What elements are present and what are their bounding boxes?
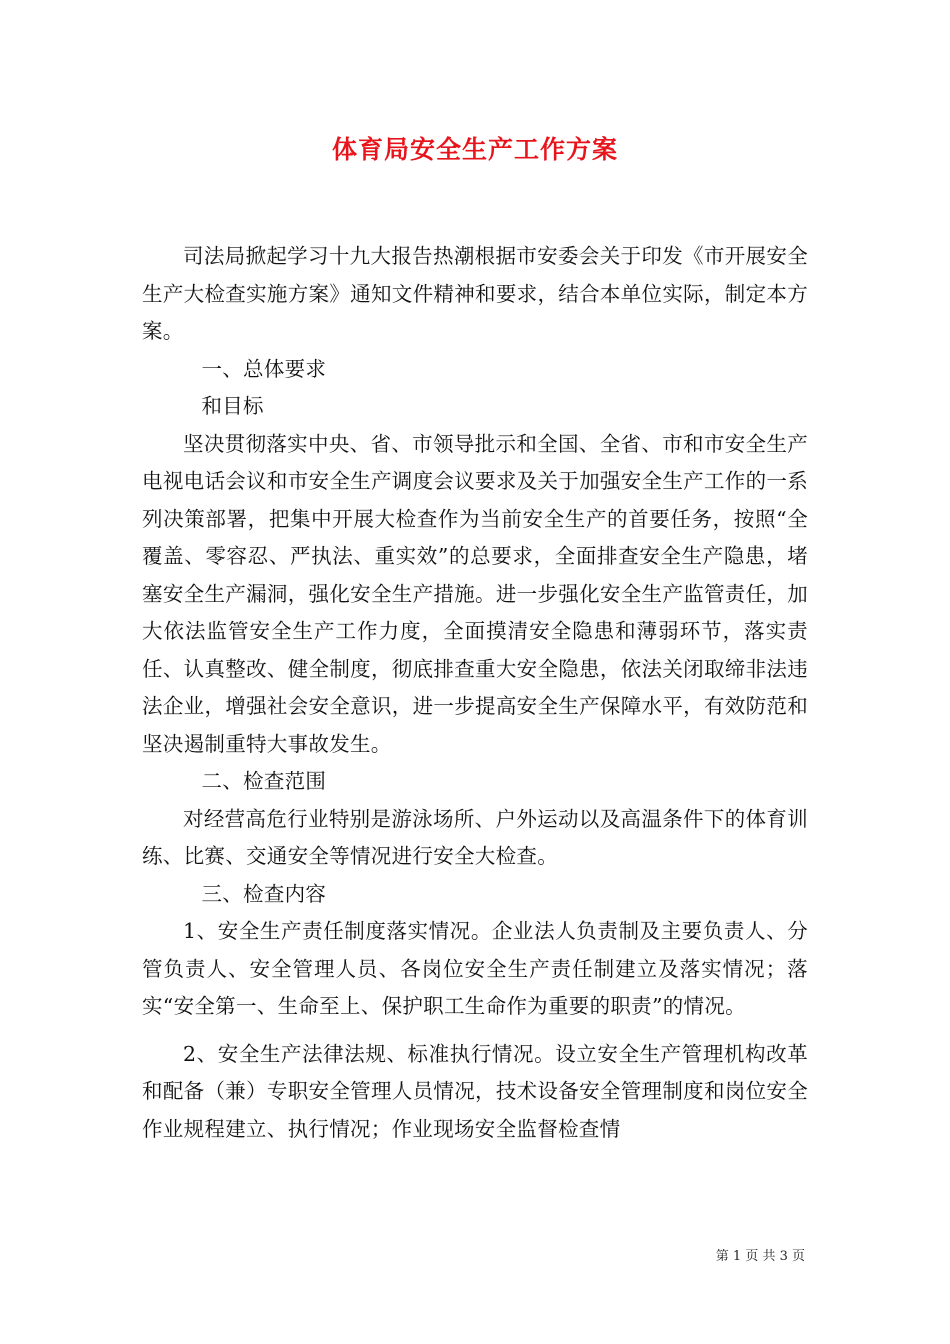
paragraph-requirements: 坚决贯彻落实中央、省、市领导批示和全国、全省、市和市安全生产电视电话会议和市安全生产调度会议要求及关于加强安全生产工作的一系列决策部署，把集中开展大检查作为当前安全生产的首要任务，按照“全覆盖、零容忍、严执法、重实效”的总要求，全面排查安全生产隐患，堵塞安全生产漏洞，强化安全生产措施。进一步强化安全生产监管责任，加大依法监管安全生产工作力度，全面摸清安全隐患和薄弱环节，落实责任、认真整改、健全制度，彻底排查重大安全隐患，依法关闭取缔非法违法企业，增强社会安全意识，进一步提高安全生产保障水平，有效防范和坚决遏制重特大事故发生。 xyxy=(142,431,808,756)
section-heading-3: 三、检查内容 xyxy=(201,881,327,906)
section-heading-2: 二、检查范围 xyxy=(201,769,327,793)
document-title: 体育局安全生产工作方案 xyxy=(331,135,618,164)
paragraph-intro: 司法局掀起学习十九大报告热潮根据市安委会关于印发《市开展安全生产大检查实施方案》通知文件精神和要求，结合本单位实际，制定本方案。 xyxy=(142,244,808,343)
section-heading-1: 一、总体要求 xyxy=(201,356,327,381)
paragraph-item-2: 2、安全生产法律法规、标准执行情况。设立安全生产管理机构改革和配备（兼）专职安全管理人员情况，技术设备安全管理制度和岗位安全作业规程建立、执行情况；作业现场安全监督检查情 xyxy=(142,1041,808,1141)
paragraph-item-1: 1、安全生产责任制度落实情况。企业法人负责制及主要负责人、分管负责人、安全管理人员、各岗位安全生产责任制建立及落实情况；落实“安全第一、生命至上、保护职工生命作为重要的职责”的情况。 xyxy=(142,919,808,1018)
paragraph-scope: 对经营高危行业特别是游泳场所、户外运动以及高温条件下的体育训练、比赛、交通安全等情况进行安全大检查。 xyxy=(142,806,808,868)
section-heading-1-continued: 和目标 xyxy=(201,394,264,418)
document-body xyxy=(142,238,808,1148)
page-number: 第 1 页 共 3 页 xyxy=(715,1249,805,1264)
